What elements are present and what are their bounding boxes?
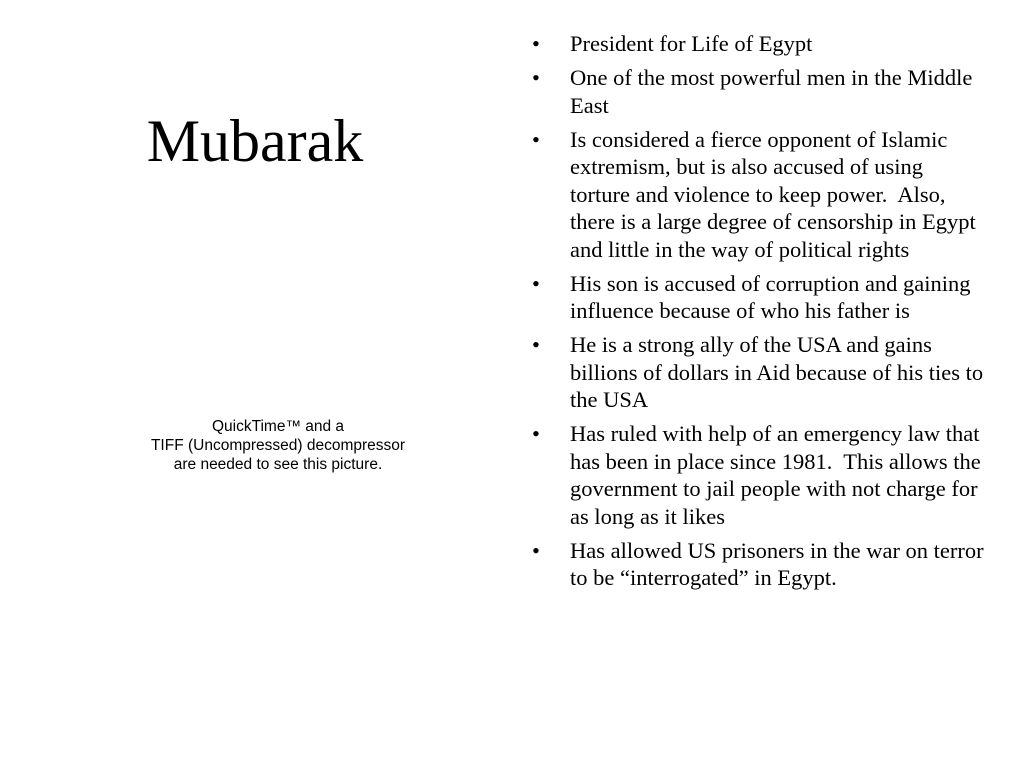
placeholder-line: are needed to see this picture.: [173, 456, 383, 473]
bullet-dot-icon: •: [532, 31, 540, 56]
bullet-dot-icon: •: [532, 65, 540, 90]
bullet-text: One of the most powerful men in the Middle East: [570, 65, 973, 118]
bullet-item: [528, 420, 988, 530]
bullet-dot-icon: •: [532, 126, 540, 152]
bullet-item: [528, 537, 988, 592]
bullet-text: Has allowed US prisoners in the war on terror to be “interrogated” in Egypt.: [570, 537, 984, 590]
placeholder-line: TIFF (Uncompressed) decompressor: [150, 437, 406, 454]
bullet-item: [528, 126, 988, 264]
bullet-text: Has ruled with help of an emergency law that has been in place since 1981. This allows the government to jail people with not charge for as long as it likes: [570, 421, 987, 529]
bullet-item: [528, 64, 988, 119]
missing-image-placeholder: [100, 417, 456, 474]
bullet-dot-icon: •: [532, 332, 540, 357]
bullet-text: President for Life of Egypt: [570, 31, 813, 56]
bullet-dot-icon: •: [532, 270, 540, 296]
bullet-text: Is considered a fierce opponent of Islamic extremism, but is also accused of using torture and violence to keep power. Also, there is a large degree of censorship in Egypt and little in the way of political rights: [570, 126, 982, 262]
bullet-text: His son is accused of corruption and gaining influence because of who his father is: [570, 270, 971, 323]
bullet-text: He is a strong ally of the USA and gains billions of dollars in Aid because of his ties to the USA: [570, 332, 984, 412]
bullet-item: [528, 331, 988, 414]
bullet-dot-icon: •: [532, 537, 540, 563]
placeholder-line: QuickTime™ and a: [211, 418, 345, 435]
slide-title: Mubarak: [146, 108, 364, 174]
bullet-item: [528, 270, 988, 325]
bullet-dot-icon: •: [532, 421, 540, 446]
bullet-list: [528, 30, 988, 598]
bullet-item: [528, 30, 988, 58]
